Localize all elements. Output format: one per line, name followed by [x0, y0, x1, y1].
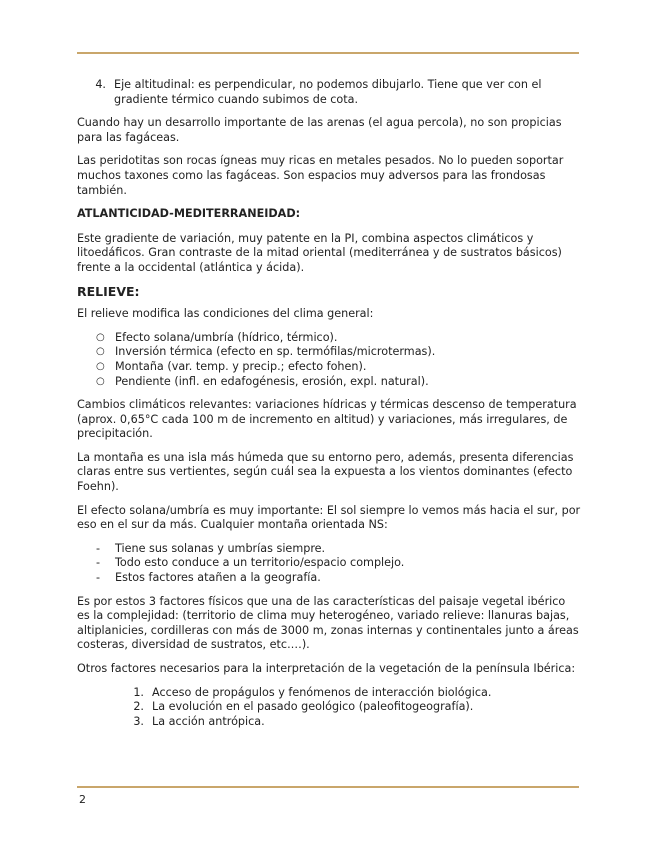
list-item: ○ Efecto solana/umbría (hídrico, térmico).	[77, 331, 581, 346]
dash-list	[77, 542, 581, 586]
circle-bullet-icon: ○	[96, 360, 105, 372]
list-number: 1.	[133, 685, 144, 699]
list-item: - Tiene sus solanas y umbrías siempre.	[77, 542, 581, 557]
page-number: 2	[79, 793, 86, 806]
heading-atlanticidad: ATLANTICIDAD-MEDITERRANEIDAD:	[77, 207, 301, 221]
list-item: ○ Inversión térmica (efecto en sp. termófilas/microtermas).	[77, 345, 581, 360]
factors-numbered-list	[77, 686, 581, 730]
circle-bullet-icon: ○	[96, 331, 105, 343]
list-text: La evolución en el pasado geológico (paleofitogeografía).	[152, 700, 474, 714]
paragraph-atlanticidad: Este gradiente de variación, muy patente en la PI, combina aspectos climáticos y litoedáficos. Gran contraste de la mitad oriental (mediterránea y de sustratos básicos) frente a la occidental (atlántica y ácida).	[77, 231, 562, 274]
list-item: ○ Pendiente (infl. en edafogénesis, erosión, expl. natural).	[77, 375, 581, 390]
list-number: 2.	[133, 700, 144, 714]
heading-relieve: RELIEVE:	[77, 283, 140, 299]
paragraph-complejidad: Es por estos 3 factores físicos que una de las características del paisaje vegetal ibérico es la complejidad: (territorio de clima muy heterogéneo, variado relieve: llanuras bajas, altiplanicies, cordilleras con más de 3000 m, zonas internas y continentales junto a áreas costeras, diversidad de sustratos, etc.…).	[77, 594, 579, 652]
paragraph-otros-factores: Otros factores necesarios para la interpretación de la vegetación de la península Ibérica:	[77, 662, 576, 675]
list-number: 4.	[95, 78, 106, 91]
page-body	[77, 78, 581, 729]
header-rule	[77, 52, 579, 54]
dash-bullet: -	[96, 571, 101, 585]
intro-list-item	[77, 78, 581, 107]
footer-rule	[77, 786, 579, 788]
paragraph-relieve-intro: El relieve modifica las condiciones del clima general:	[77, 307, 374, 321]
list-item: ○ Montaña (var. temp. y precip.; efecto fohen).	[77, 360, 581, 375]
circle-bullet-icon: ○	[96, 375, 105, 387]
dash-bullet: -	[96, 541, 101, 555]
dash-bullet: -	[96, 556, 101, 570]
paragraph-montana: La montaña es una isla más húmeda que su entorno pero, además, presenta diferencias claras entre sus vertientes, según cuál sea la expuesta a los vientos dominantes (efecto Foehn).	[77, 450, 574, 494]
list-text: Acceso de propágulos y fenómenos de interacción biológica.	[152, 685, 492, 699]
circle-bullet-icon: ○	[96, 346, 105, 358]
paragraph-arenas: Cuando hay un desarrollo importante de las arenas (el agua percola), no son propicias para las fagáceas.	[77, 116, 562, 144]
paragraph-peridotitas: Las peridotitas son rocas ígneas muy ricas en metales pesados. No lo pueden soportar muchos taxones como las fagáceas. Son espacios muy adversos para las frondosas también.	[77, 154, 564, 197]
list-text: Eje altitudinal: es perpendicular, no podemos dibujarlo. Tiene que ver con el gradiente térmico cuando subimos de cota.	[114, 78, 542, 106]
list-item	[77, 686, 581, 701]
list-number: 3.	[133, 714, 144, 728]
list-item: - Estos factores atañen a la geografía.	[77, 571, 581, 586]
list-item	[77, 715, 581, 730]
list-item: - Todo esto conduce a un territorio/espacio complejo.	[77, 556, 581, 571]
list-item	[77, 700, 581, 715]
paragraph-cambios: Cambios climáticos relevantes: variaciones hídricas y térmicas descenso de temperatura (aprox. 0,65°C cada 100 m de incremento en altitud) y variaciones, más irregulares, de precipitación.	[77, 398, 577, 441]
list-text: La acción antrópica.	[152, 714, 265, 728]
relieve-bullet-list	[77, 331, 581, 389]
paragraph-solana: El efecto solana/umbría es muy importante: El sol siempre lo vemos más hacia el sur, por eso en el sur da más. Cualquier montaña orientada NS:	[77, 503, 581, 532]
